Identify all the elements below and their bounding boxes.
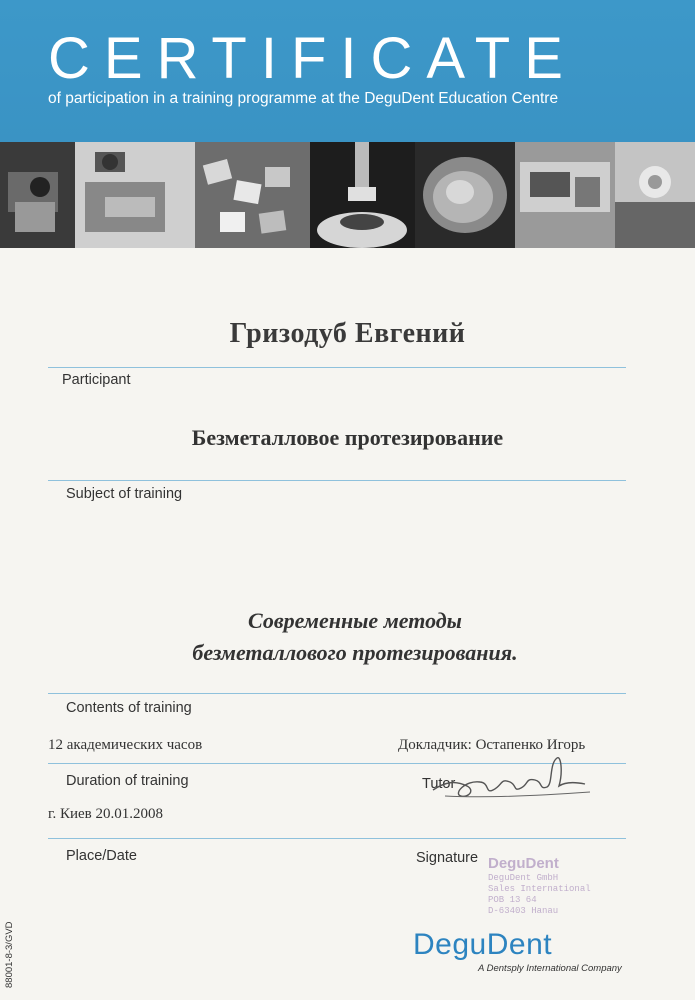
workstation-photo-2	[615, 142, 695, 248]
certificate-subtitle: of participation in a training programme at the DeguDent Education Centre	[48, 90, 559, 107]
milling-machine-photo	[310, 142, 415, 248]
duration-value: 12 академических часов	[48, 737, 203, 753]
participant-label: Participant	[62, 372, 131, 388]
contents-rule	[48, 693, 626, 694]
degudent-logo: DeguDent	[413, 928, 553, 961]
tutor-label: Tutor	[422, 776, 456, 792]
duration-label: Duration of training	[66, 773, 189, 789]
subject-value: Безметалловое протезирование	[191, 425, 504, 450]
participant-rule	[48, 367, 626, 368]
certificate-title: CERTIFICATE	[48, 26, 577, 91]
signature-label: Signature	[416, 850, 479, 866]
tutor-signature	[425, 752, 595, 817]
form-code: 88001-8-3/GVD	[4, 921, 15, 988]
workstation-photo	[515, 142, 615, 248]
logo-tagline: A Dentsply International Company	[478, 963, 622, 974]
stamp-brand: DeguDent	[488, 855, 559, 872]
participant-name: Гризодуб Евгений	[229, 318, 466, 349]
microscope-photo	[0, 142, 75, 248]
dental-tiles-photo	[195, 142, 310, 248]
place-date-value: г. Киев 20.01.2008	[48, 806, 163, 822]
place-date-rule	[48, 838, 626, 839]
microscope-photo-2	[75, 142, 195, 248]
subject-rule	[48, 480, 626, 481]
ceramic-closeup-photo	[415, 142, 515, 248]
stamp-line-2: Sales International	[488, 884, 591, 894]
stamp-line-4: D-63403 Hanau	[488, 906, 559, 916]
stamp-line-3: POB 13 64	[488, 895, 537, 905]
place-date-label: Place/Date	[66, 848, 137, 864]
tutor-value: Докладчик: Остапенко Игорь	[398, 737, 586, 753]
contents-label: Contents of training	[66, 700, 192, 716]
contents-value-line1: Современные методы	[248, 608, 462, 633]
contents-value-line2: безметаллового протезирования.	[192, 640, 518, 665]
certificate-header	[0, 0, 695, 142]
photo-strip	[0, 142, 695, 248]
subject-label: Subject of training	[66, 486, 183, 502]
stamp-line-1: DeguDent GmbH	[488, 873, 559, 883]
company-stamp	[488, 855, 628, 923]
